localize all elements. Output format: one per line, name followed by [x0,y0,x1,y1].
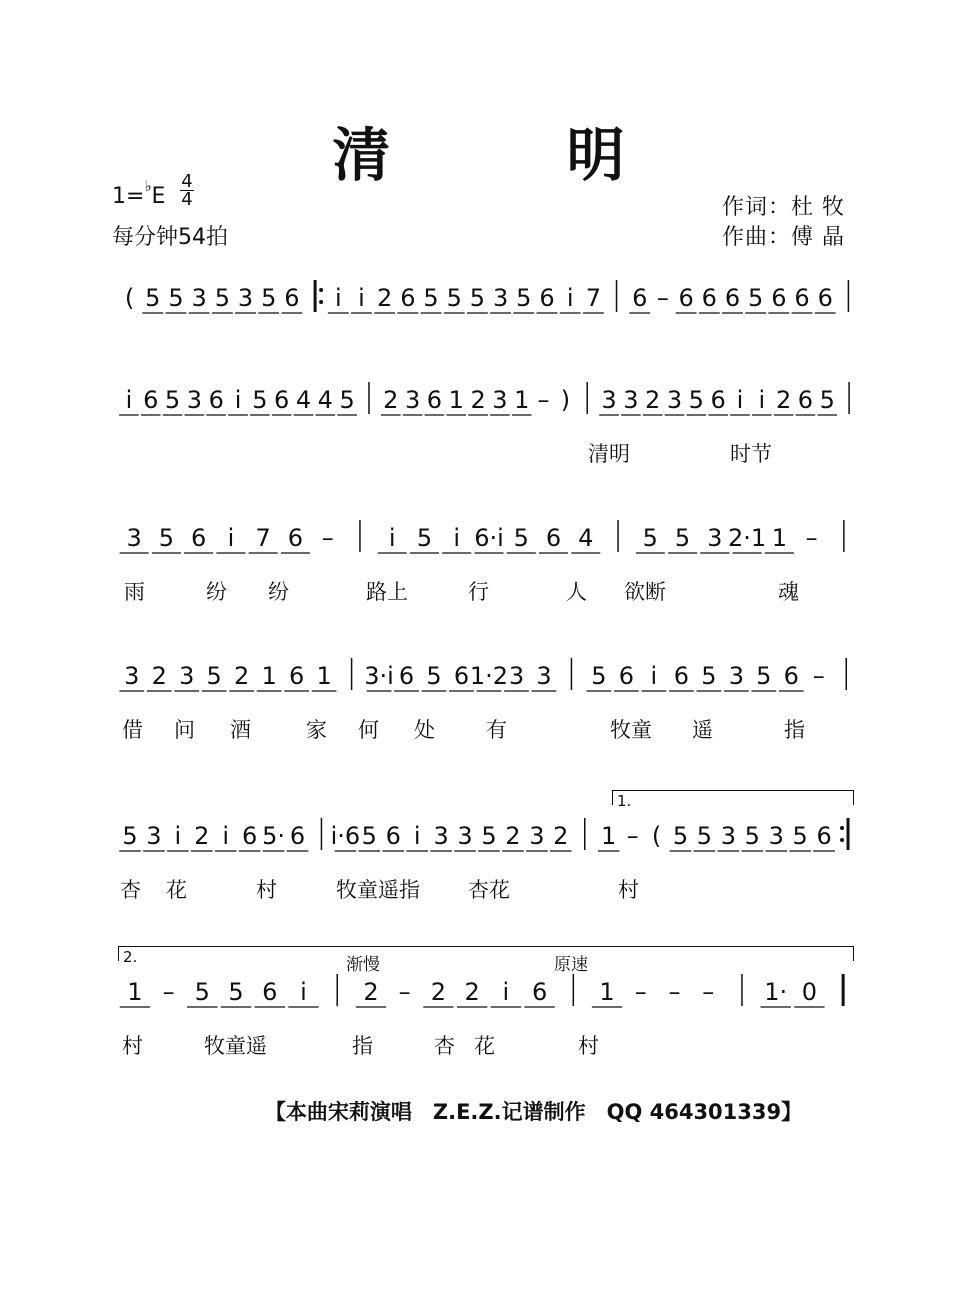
lyric: 何 [358,718,379,742]
lyric: 村 [578,1034,599,1058]
note: 6 [242,822,258,850]
lyric: 借 [122,718,143,742]
note: 5 [701,662,717,690]
note: 5 [674,524,691,552]
note: 3 [404,386,421,414]
note: 1· [764,978,788,1006]
note: 5 [228,978,244,1006]
lyric: 花 [166,878,187,902]
note: 5 [792,822,808,850]
note: 4 [317,386,333,414]
note: 2 [553,822,569,850]
note: 5 [145,284,161,312]
note: 2 [464,978,480,1006]
lyric: 酒 [230,718,251,742]
note: i [758,386,766,414]
note: 3 [601,386,617,414]
lyric: 欲断 [624,580,666,604]
lyric: 指 [784,718,805,742]
note: 2 [151,662,167,690]
note: 5 [744,822,760,850]
note: 2 [430,978,447,1006]
note: 3 [146,822,162,850]
lyric: 杏 [434,1034,455,1058]
note: – [398,978,411,1006]
note: 3 [536,662,552,690]
note: 3 [126,524,142,552]
note: 3 [623,386,639,414]
note: 3 [124,662,140,690]
note: 5 [261,284,277,312]
note: 7 [585,284,601,312]
note: 6 [400,284,416,312]
note: 6 [274,386,290,414]
note: – [634,978,647,1006]
note: 1 [599,978,615,1006]
key-note: E [151,184,166,209]
note: 6 [426,386,443,414]
note: 6 [385,822,401,850]
note: 5 [513,524,529,552]
note: 3 [728,662,744,690]
note: 6 [701,284,717,312]
notation-line-6 [118,972,860,1058]
note: 5· [262,822,286,850]
note: 1 [316,662,332,690]
note: i [334,284,342,312]
note: 5 [469,284,486,312]
note: 5 [688,386,704,414]
lyrics-line-4 [118,714,860,742]
note: – [626,822,639,850]
note: 6 [710,386,726,414]
note: 3 [768,822,784,850]
note: 1·2 [469,662,509,690]
note: 2 [363,978,379,1006]
lyric: 牧童遥指 [336,878,420,902]
note: ( [124,284,135,312]
note: 5 [339,386,355,414]
note: – [656,284,669,312]
note: 0 [801,978,818,1006]
note: 3 [707,524,723,552]
note: 5 [361,822,377,850]
key-signature [112,177,166,209]
note: 2 [194,822,210,850]
note: 6 [288,662,305,690]
repeat-dot [840,838,844,842]
note: 1 [771,524,787,552]
lyric: 纷 [206,580,227,604]
note: 5 [194,978,210,1006]
note: 3 [237,284,254,312]
note: 6 [545,524,562,552]
note: 6 [398,662,415,690]
note: 5 [516,284,532,312]
lyric: 村 [618,878,639,902]
lyric: 花 [474,1034,495,1058]
notation-line-1 [118,278,860,358]
note: 4 [295,386,312,414]
note: 3 [529,822,545,850]
a-tempo-marking: 原速 [554,955,588,975]
key-prefix: 1= [112,184,145,209]
notation-line-5 [118,816,860,902]
note: 5 [748,284,764,312]
repeat-dot [319,300,323,304]
ritardando-marking: 渐慢 [346,955,380,975]
note: 5 [672,822,689,850]
lyrics-line-6 [118,1030,860,1058]
note: 1 [448,386,464,414]
note: 2 [234,662,250,690]
lyric: 指 [352,1034,373,1058]
note: 2 [645,386,661,414]
note: ) [560,386,571,414]
note: 5 [164,386,181,414]
note: 3 [457,822,473,850]
lyric: 魂 [778,580,799,604]
note: – [162,978,175,1006]
note: i [453,524,461,552]
note: 6 [284,284,300,312]
note: i [174,822,182,850]
notation-line-3 [118,518,860,604]
notation-staff-1 [118,278,860,358]
note: i [227,524,235,552]
note: ( [651,822,662,850]
note: 1 [514,386,530,414]
tempo-marking: 每分钟54拍 [112,225,228,250]
lyric: 有 [486,718,507,742]
note: 6 [673,662,690,690]
note: 5 [168,284,184,312]
note: i [388,524,396,552]
lyric: 牧童遥 [204,1034,267,1058]
lyric: 雨 [124,580,145,604]
note: 1 [261,662,277,690]
lyric: 处 [414,718,435,742]
note: 2 [775,386,792,414]
lyrics-line-3 [118,576,860,604]
note: i [358,284,365,312]
note: – [321,524,334,552]
note: 6 [678,284,694,312]
lyrics-line-5 [118,874,860,902]
note: 3 [433,822,449,850]
note: 5 [206,662,222,690]
note: – [812,662,825,690]
composer: 作曲：傅 晶 [722,225,845,250]
note: 6 [289,822,306,850]
note: 3 [492,386,508,414]
footer-credit: 【本曲宋莉演唱 Z.E.Z.记谱制作 QQ 464301339】 [264,1100,803,1124]
key-flat: ♭ [144,177,152,195]
note: – [537,386,550,414]
note: 2·1 [728,524,767,552]
lyric: 问 [174,718,195,742]
repeat-dot [319,288,323,292]
time-top: 4 [181,171,193,192]
song-title: 清 明 [332,121,703,189]
note: – [702,978,715,1006]
repeat-dot [840,826,844,830]
note: 6 [632,284,648,312]
note: 6 [771,284,787,312]
note: 5 [252,386,268,414]
note: 7 [255,524,271,552]
note: 2 [470,386,486,414]
note: 4 [578,524,594,552]
second-ending-label: 2. [123,948,138,966]
note: 3 [186,386,203,414]
note: 6 [191,524,207,552]
note: 3 [492,284,509,312]
note: 1 [127,978,143,1006]
note: 6 [794,284,810,312]
time-bottom: 4 [181,189,193,210]
note: i [566,284,574,312]
lyric: 遥 [692,718,713,742]
note: 6 [783,662,799,690]
time-signature [180,173,194,208]
note: 5 [481,822,497,850]
notation-line-2 [118,380,860,466]
lyric: 纷 [268,580,289,604]
lyric: 村 [122,1034,143,1058]
note: – [805,524,818,552]
note: i [736,386,744,414]
note: i·6 [330,822,361,850]
lyric: 时节 [730,442,772,466]
note: 3 [508,662,525,690]
note: 6·i [474,524,504,552]
note: 2 [383,386,399,414]
note: i [234,386,242,414]
lyric: 家 [306,718,327,742]
note: 5 [591,662,607,690]
lyricist: 作词：杜 牧 [722,195,845,220]
note: 6 [287,524,304,552]
note: i [650,662,658,690]
note: i [125,386,133,414]
note: 5 [426,662,442,690]
note: i [502,978,510,1006]
note: 5 [214,284,230,312]
lyrics-line-2 [118,438,860,466]
note: 2 [377,284,393,312]
note: 5 [416,524,433,552]
lyric: 人 [566,580,587,604]
first-ending-label: 1. [617,792,632,810]
note: 5 [158,524,175,552]
note: 6 [816,822,832,850]
note: 5 [756,662,772,690]
note: 5 [446,284,462,312]
lyric: 杏 [120,878,141,902]
note: 2 [505,822,521,850]
note: 3 [720,822,736,850]
note: 6 [817,284,833,312]
note: 3·i [364,662,394,690]
note: 5 [642,524,658,552]
note: 6 [453,662,470,690]
lyric: 行 [468,580,489,604]
lyric: 村 [256,878,277,902]
lyric: 牧童 [610,718,652,742]
note: 6 [143,386,159,414]
note: 5 [122,822,138,850]
first-ending-bracket [612,790,854,810]
lyric: 路上 [366,580,408,604]
note: 3 [179,662,195,690]
note: 5 [819,386,835,414]
notation-line-4 [118,656,860,742]
note: 3 [191,284,207,312]
note: 3 [666,386,683,414]
note: i [413,822,421,850]
note: 6 [797,386,814,414]
note: 5 [423,284,439,312]
note: 1 [601,822,617,850]
note: 6 [724,284,741,312]
note: i [300,978,307,1006]
note: i [222,822,230,850]
note: 6 [208,386,224,414]
note: 6 [618,662,635,690]
note: 6 [531,978,548,1006]
note: 5 [696,822,713,850]
note: 6 [262,978,278,1006]
lyric: 清明 [588,442,630,466]
note: – [668,978,681,1006]
lyric: 杏花 [468,878,510,902]
note: 6 [539,284,555,312]
